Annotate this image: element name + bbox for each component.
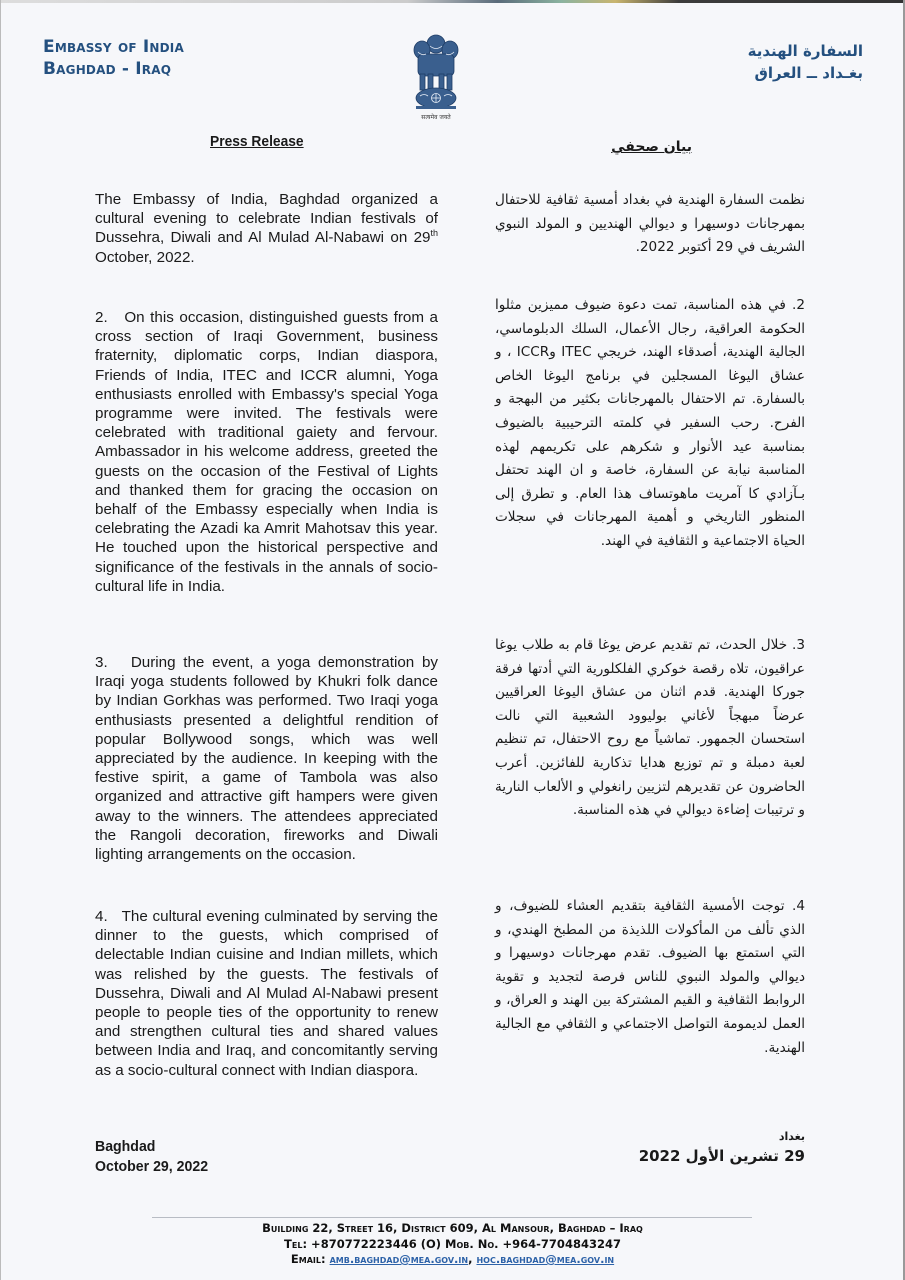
footer-telephone: Tel: +870772223446 (O) Mob. No. +964-7704843247 <box>284 1236 621 1251</box>
signoff-arabic <box>639 1130 805 1168</box>
press-release-title-arabic: بيان صحفي <box>611 139 692 155</box>
arabic-paragraph-3-text: 3. خلال الحدث، تم تقديم عرض يوغا قام به طلاب يوغا عراقيون، تلاه رقصة خوكري الفلكلورية التي أدتها فرقة جوركا الهندية. قدم اثنان من عشاق اليوغا العراقيين عرضاً مبهجاً لأغاني بوليوود الشعبية التي نالت استحسان الجمهور. تماشياً مع روح الاحتفال، تم تنظيم لعبة دمبلة و تم توزيع هدايا تذكارية للفائزين. أعرب الحاضرون عن تقديرهم لتزيين رانغولي و الألعاب النارية و ترتيبات إضاءة ديوالي في هذه المناسبة. <box>495 637 805 819</box>
english-paragraph-1-tail: October, 2022. <box>95 248 195 266</box>
press-release-title-english: Press Release <box>210 133 304 150</box>
signoff-date-arabic: 29 تشرين الأول 2022 <box>638 1147 805 1165</box>
email-link-ambassador[interactable]: amb.baghdad@mea.gov.in <box>329 1252 469 1266</box>
footer-divider <box>152 1217 752 1218</box>
signoff-date-english: October 29, 2022 <box>95 1158 209 1175</box>
letterhead-english-line-1: Embassy of India <box>43 37 184 57</box>
arabic-paragraph-4-text: 4. توجت الأمسية الثقافية بتقديم العشاء للضيوف، و الذي تألف من المأكولات اللذيذة من المطبخ الهندي، و التي استمتع بها الضيوف. تقدم مهرجانات دوسيهرا و ديوالي والمولد النبوي للناس فرصة لتجديد و تقوية الروابط الثقافية و القيم المشتركة بين الهند و العراق، و العمل لديمومة التواصل الاجتماعي و الثقافي مع الجالية الهندية. <box>495 898 805 1056</box>
arabic-paragraph-2-text: 2. في هذه المناسبة، تمت دعوة ضيوف مميزين مثلوا الحكومة العراقية، رجال الأعمال، السلك الدبلوماسي، الجالية الهندية، أصدقاء الهند، خريجي ITEC وICCR ، و عشاق اليوغا المسجلين في برنامج اليوغا الخاص بالسفارة. تم الاحتفال بالمهرجانات بكثير من البهجة و الفرح. رحب السفير في كلمته الترحيبية بالضيوف بمناسبة عيد الأنوار و شكرهم على تكريمهم لهذه المناسبة نيابة عن السفارة، خاصة و ان الهند تحتفل بـآزادي كا آمريت ماهوتساف هذا العام. و تطرق إلى المنظور التاريخي و أهمية المهرجانات في سجلات الحياة الاجتماعية و الثقافية في الهند. <box>495 297 805 549</box>
email-separator: , <box>468 1252 473 1266</box>
arabic-paragraph-1 <box>495 189 805 260</box>
national-emblem-icon <box>404 30 468 122</box>
footer-email-line <box>0 1252 905 1268</box>
letterhead-arabic-line-2: بغـداد ــ العراق <box>754 64 863 82</box>
english-paragraph-2-text: 2. On this occasion, distinguished guests from a cross section of Iraqi Government, business fraternity, diplomatic corps, Indian diaspora, Friends of India, ITEC and ICCR alumni, Yoga enthusiasts enrolled with Embassy's special Yoga programme were invited. The festivals were celebrated with traditional gaiety and fervour. Ambassador in his welcome address, greeted the guests on the occasion of the Festival of Lights and thanked them for gracing the occasion on behalf of the Embassy especially when India is celebrating the Azadi ka Amrit Mahotsav this year. He touched upon the historical perspective and significance of the festivals in the annals of socio-cultural life in India. <box>95 309 443 595</box>
arabic-paragraph-3 <box>495 634 805 823</box>
arabic-paragraph-4 <box>495 895 805 1060</box>
arabic-paragraph-1-text: نظمت السفارة الهندية في بغداد أمسية ثقافية للاحتفال بمهرجانات دوسيهرا و ديوالي الهنديين و المولد النبوي الشريف في 29 أكتوبر 2022. <box>495 192 805 256</box>
letterhead-english-line-2: Baghdad - Iraq <box>43 59 172 79</box>
english-paragraph-1-text: The Embassy of India, Baghdad organized a cultural evening to celebrate Indian festivals of Dussehra, Diwali and Al Mulad Al-Nabawi on 29 <box>95 191 438 247</box>
footer-email-label: Email: <box>290 1252 326 1266</box>
email-link-head-of-chancery[interactable]: hoc.baghdad@mea.gov.in <box>476 1252 615 1266</box>
scan-border-left <box>0 0 1 1280</box>
signoff-place-arabic: بغداد <box>778 1130 805 1143</box>
letterhead-arabic-line-1: السفارة الهندية <box>747 42 863 60</box>
english-paragraph-4-text: 4. The cultural evening culminated by serving the dinner to the guests, which comprised of delectable Indian cuisine and Indian millets, which was relished by the guests. The festivals of Dussehra, Diwali and Al Mulad Al-Nabawi present people to people ties of the opportunity to renew and strengthen cultural ties and shared values between India and Iraq, and concomitantly serving as a socio-cultural connect with Indian diaspora. <box>95 908 443 1079</box>
footer-contact <box>0 1221 905 1268</box>
signoff-place-english: Baghdad <box>95 1138 156 1155</box>
ordinal-suffix: th <box>430 228 438 239</box>
english-paragraph-3-text: 3. During the event, a yoga demonstration by Iraqi yoga students followed by Khukri folk dance by Indian Gorkhas was performed. Two Iraqi yoga enthusiasts presented a delightful rendition of popular Bollywood songs, which was well appreciated by the audience. In keeping with the festive spirit, a game of Tambola was also organized and attractive gift hampers were given away to the winners. The attendees appreciated the Rangoli decoration, fireworks and Diwali lighting arrangements on the occasion. <box>95 654 443 864</box>
emblem-motto: सत्यमेव जयते <box>421 114 451 121</box>
signoff-english <box>95 1137 208 1177</box>
english-paragraph-2 <box>95 308 443 596</box>
letterhead-english <box>43 36 184 80</box>
english-paragraph-3 <box>95 653 443 864</box>
footer-address: Building 22, Street 16, District 609, Al Mansour, Baghdad – Iraq <box>262 1221 643 1235</box>
letterhead-arabic <box>748 40 863 84</box>
english-paragraph-4 <box>95 907 443 1080</box>
scan-edge <box>0 0 905 3</box>
english-paragraph-1 <box>95 190 438 267</box>
arabic-paragraph-2 <box>495 294 805 554</box>
